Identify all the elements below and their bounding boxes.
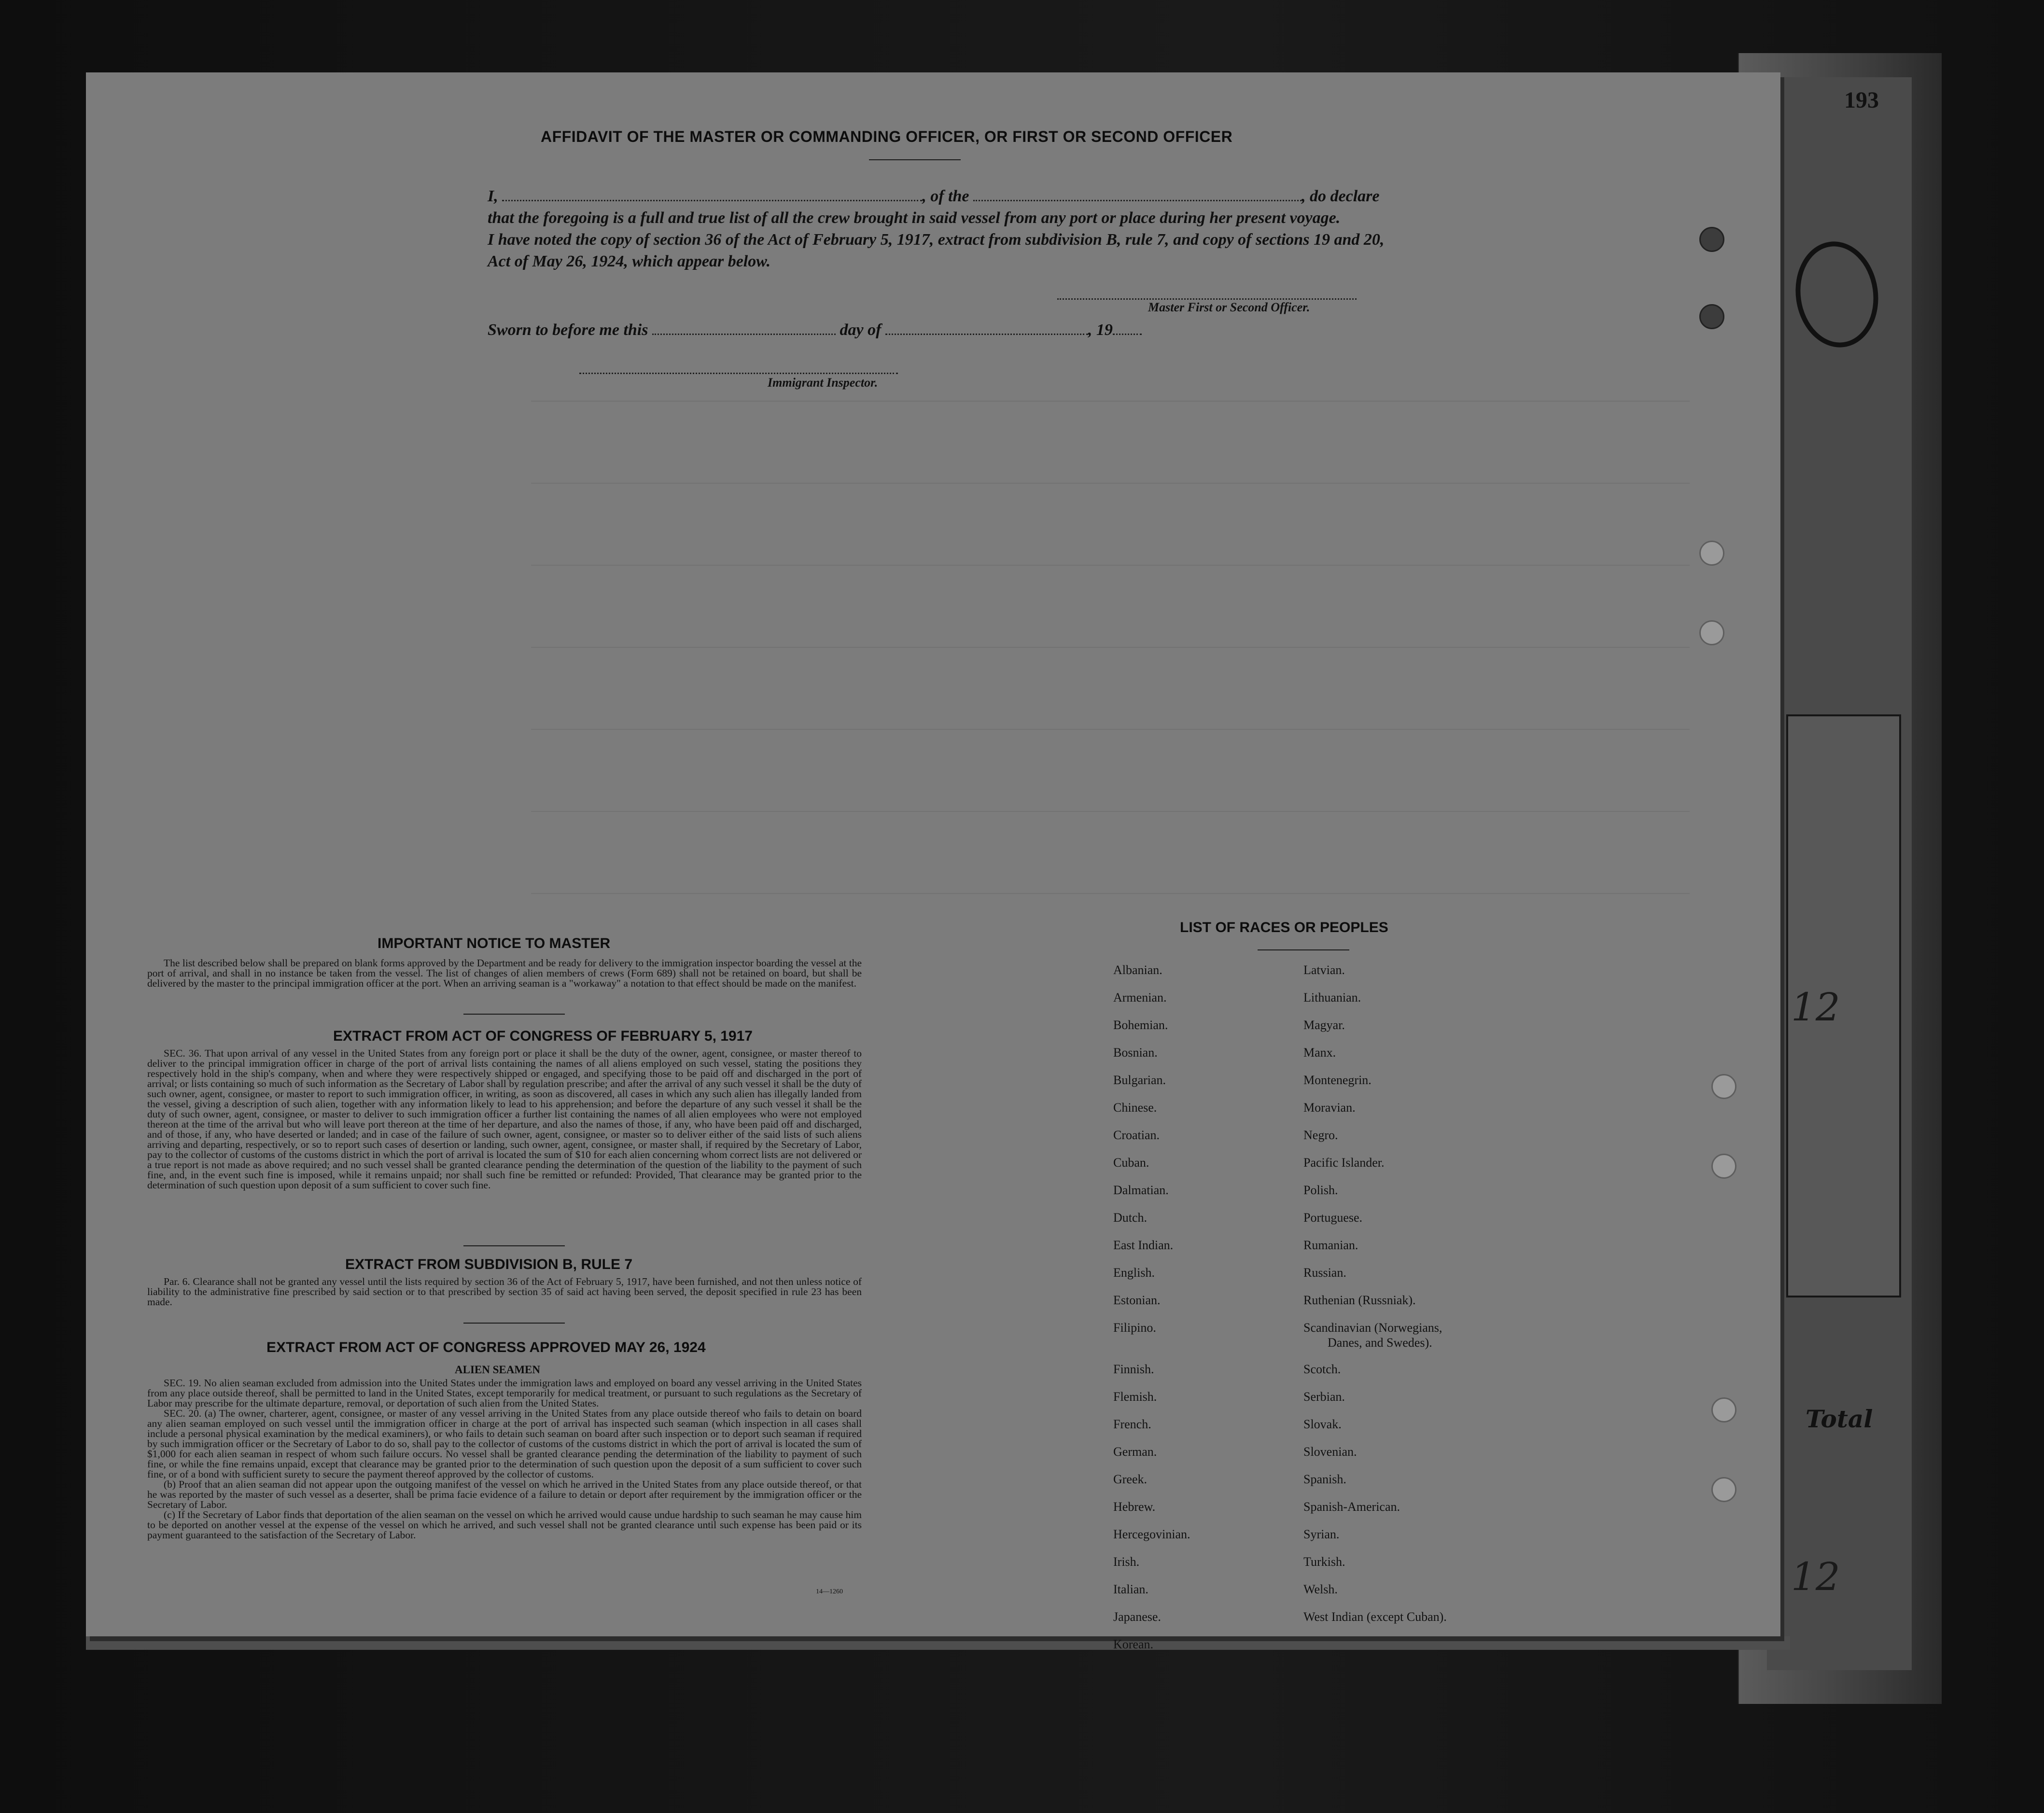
form-number: 14—1260 bbox=[816, 1588, 843, 1595]
divider-rule bbox=[463, 1245, 565, 1246]
vessel-blank bbox=[973, 200, 1302, 201]
notice-paragraph: The list described below shall be prepared on blank forms approved by the Department and be ready for delivery to the immigration inspector boarding the vessel at the port of arrival, and shall in no instance be taken from the vessel. The list of changes of alien members of crews (Form 689) shall not be retained on board, but shall be delivered by the master to the principal immigration officer at the port. When an arriving seaman is a "workaway" a notation to that effect should be made on the manifest. bbox=[147, 957, 862, 989]
race-item: French. bbox=[1113, 1417, 1151, 1431]
notice-body bbox=[147, 958, 862, 989]
race-item: English. bbox=[1113, 1266, 1155, 1280]
sworn-line bbox=[488, 321, 1142, 339]
race-item: Korean. bbox=[1113, 1637, 1154, 1651]
extract-1924-title: EXTRACT FROM ACT OF CONGRESS APPROVED MAY 26, 1924 bbox=[266, 1339, 706, 1355]
race-item: Slovak. bbox=[1303, 1417, 1342, 1431]
race-item: Filipino. bbox=[1113, 1321, 1156, 1335]
race-item: Spanish. bbox=[1303, 1472, 1346, 1486]
race-item: Welsh. bbox=[1303, 1582, 1338, 1596]
race-item: German. bbox=[1113, 1445, 1157, 1459]
page-shadow-edge bbox=[86, 1636, 1790, 1650]
race-item: Magyar. bbox=[1303, 1018, 1345, 1032]
punch-hole bbox=[1699, 304, 1724, 329]
sworn-month-blank bbox=[885, 334, 1088, 335]
race-item: Bohemian. bbox=[1113, 1018, 1168, 1032]
race-item: Chinese. bbox=[1113, 1101, 1157, 1115]
page-number: 193 bbox=[1844, 87, 1879, 113]
extract-1924-body bbox=[147, 1378, 862, 1540]
bleed-through-line bbox=[531, 729, 1690, 730]
bleed-through-line bbox=[531, 565, 1690, 566]
race-item: Albanian. bbox=[1113, 963, 1162, 977]
race-item: Scandinavian (Norwegians, bbox=[1303, 1321, 1442, 1335]
affidavit-do-declare: , do declare bbox=[1302, 187, 1380, 205]
races-list-title: LIST OF RACES OR PEOPLES bbox=[1180, 920, 1388, 935]
race-item: Irish. bbox=[1113, 1555, 1140, 1569]
extract-rule7-body bbox=[147, 1277, 862, 1307]
race-item: Pacific Islander. bbox=[1303, 1156, 1385, 1170]
bleed-through-line bbox=[531, 811, 1690, 812]
race-item: Syrian. bbox=[1303, 1527, 1340, 1541]
affidavit-of-the: , of the bbox=[922, 187, 969, 205]
race-item: Flemish. bbox=[1113, 1390, 1157, 1404]
race-item: Moravian. bbox=[1303, 1101, 1356, 1115]
extract-1917-body bbox=[147, 1048, 862, 1190]
section-20c-text: (c) If the Secretary of Labor finds that deportation of the alien seaman on the vessel on which he arrived would cause undue hardship to such seaman he may cause him to be deported on another vessel at the expense of the vessel on which he arrived, and such vessel shall not be granted clearance until such expense has been paid or its payment guaranteed to the satisfaction of the Secretary of Labor. bbox=[147, 1509, 862, 1541]
handwritten-count-1: 12 bbox=[1791, 985, 1840, 1030]
race-item: Hebrew. bbox=[1113, 1500, 1156, 1514]
race-item: Lithuanian. bbox=[1303, 990, 1361, 1004]
notice-title: IMPORTANT NOTICE TO MASTER bbox=[378, 935, 611, 951]
affidavit-line-3: I have noted the copy of section 36 of the Act of February 5, 1917, extract from subdivision B, rule 7, and copy of sections 19 and 20, bbox=[488, 231, 1385, 249]
total-label: Total bbox=[1806, 1405, 1873, 1433]
extract-rule7-title: EXTRACT FROM SUBDIVISION B, RULE 7 bbox=[345, 1256, 633, 1272]
handwritten-count-2: 12 bbox=[1791, 1554, 1840, 1599]
race-item: Dutch. bbox=[1113, 1211, 1148, 1225]
section-19-text: SEC. 19. No alien seaman excluded from admission into the United States under the immigration laws and employed on board any vessel arriving in the United States from any place outside thereof, shall be permitted to land in the United States, except temporarily for medical treatment, or pursuant to such regulations as the Secretary of Labor may prescribe for the ultimate departure, removal, or deportation of such alien from the United States. bbox=[147, 1377, 862, 1409]
race-item: Turkish. bbox=[1303, 1555, 1345, 1569]
race-item: Croatian. bbox=[1113, 1128, 1160, 1142]
divider-rule bbox=[463, 1323, 565, 1324]
race-item: Finnish. bbox=[1113, 1362, 1154, 1376]
race-item: West Indian (except Cuban). bbox=[1303, 1610, 1447, 1624]
race-item: Greek. bbox=[1113, 1472, 1148, 1486]
section-36-text: SEC. 36. That upon arrival of any vessel in the United States from any foreign port or place it shall be the duty of the owner, agent, consignee, or master thereof to deliver to the principal immigration officer in charge of the port of arrival lists containing the names of all aliens employed on such vessel, stating the positions they respectively hold in the ship's company, when and where they were respectively shipped or engaged, and specifying those to be paid off and discharged in the port of arrival; or lists containing so much of such information as the Secretary of Labor shall by regulation prescribe; and after the arrival of any such vessel it shall be the duty of such owner, agent, consignee, or master to report to such immigration officer, in writing, as soon as discovered, all cases in which any such alien has illegally landed from the vessel, giving a description of such alien, together with any information likely to lead to his apprehension; and before the departure of any such vessel it shall be the duty of such owner, agent, consignee, or master to deliver to such immigration officer a further list containing the names of all alien employees who were not employed thereon at the time of the arrival but who will leave port thereon at the time of her departure, and also the names of those, if any, who have been paid off and discharged, and of those, if any, who have deserted or landed; and in case of the failure of such owner, agent, consignee, or master so to deliver either of the said lists of such aliens arriving and departing, respectively, or so to report such cases of desertion or landing, such owner, agent, consignee, or master shall, if required by the Secretary of Labor, pay to the collector of customs of the customs district in which the port of arrival is located the sum of $10 for each alien concerning whom correct lists are not delivered or a true report is not made as above required; and no such vessel shall be granted clearance pending the determination of the question of the liability to the payment of such fine, and, in the event such fine is imposed, while it remains unpaid; nor shall such fine be remitted or refunded: Provided, That clearance may be granted prior to the determination of such question upon deposit of a sum sufficient to cover such fine. bbox=[147, 1047, 862, 1191]
year-blank bbox=[1113, 334, 1142, 335]
race-item: Negro. bbox=[1303, 1128, 1338, 1142]
divider-rule bbox=[463, 1014, 565, 1015]
punch-hole bbox=[1711, 1154, 1736, 1179]
race-item: Russian. bbox=[1303, 1266, 1346, 1280]
year-prefix: , 19 bbox=[1088, 321, 1113, 339]
race-item: Slovenian. bbox=[1303, 1445, 1357, 1459]
sworn-text: Sworn to before me this bbox=[488, 321, 648, 339]
punch-hole bbox=[1711, 1397, 1736, 1423]
punch-hole bbox=[1711, 1477, 1736, 1502]
extract-1917-title: EXTRACT FROM ACT OF CONGRESS OF FEBRUARY 5, 1917 bbox=[333, 1028, 753, 1044]
race-item: Danes, and Swedes). bbox=[1328, 1336, 1432, 1350]
race-item: Latvian. bbox=[1303, 963, 1345, 977]
bleed-through-line bbox=[531, 401, 1690, 402]
affidavit-title: AFFIDAVIT OF THE MASTER OR COMMANDING OFFICER, OR FIRST OR SECOND OFFICER bbox=[541, 128, 1233, 145]
punch-hole bbox=[1711, 1074, 1736, 1099]
race-item: Spanish-American. bbox=[1303, 1500, 1400, 1514]
punch-hole bbox=[1699, 620, 1724, 645]
divider-rule bbox=[869, 159, 961, 160]
race-item: Bosnian. bbox=[1113, 1046, 1158, 1060]
race-item: Manx. bbox=[1303, 1046, 1336, 1060]
divider-rule bbox=[1258, 949, 1349, 950]
sworn-day-blank bbox=[652, 334, 836, 335]
affidavit-declaration-line bbox=[488, 187, 1379, 206]
bleed-through-line bbox=[531, 483, 1690, 484]
section-20a-text: SEC. 20. (a) The owner, charterer, agent, consignee, or master of any vessel arriving in the United States from any place outside thereof who fails to detain on board any alien seaman employed on such vessel until the immigration officer in charge at the port of arrival has inspected such seaman (which inspection in all cases shall include a personal physical examination by the medical examiners), or who fails to detain such seaman on board after such inspection or to deport such seaman if required by such immigration officer or the Secretary of Labor to do so, shall pay to the collector of customs of the customs district in which the port of arrival is located the sum of $1,000 for each alien seaman in respect of whom such failure occurs. No vessel shall be granted clearance pending the determination of the liability to payment of such fine, or while the fine remains unpaid, except that clearance may be granted prior to the determination of such question upon the deposit of a sum sufficient to cover such fine, or of a bond with sufficient surety to secure the payment thereof approved by the collector of customs. bbox=[147, 1408, 862, 1480]
race-item: East Indian. bbox=[1113, 1238, 1174, 1252]
race-item: Italian. bbox=[1113, 1582, 1148, 1596]
race-item: Hercegovinian. bbox=[1113, 1527, 1190, 1541]
race-item: Armenian. bbox=[1113, 990, 1167, 1004]
race-item: Polish. bbox=[1303, 1183, 1338, 1197]
affidavit-line-2: that the foregoing is a full and true list of all the crew brought in said vessel from any port or place during her present voyage. bbox=[488, 209, 1341, 227]
day-of-text: day of bbox=[840, 321, 882, 339]
race-item: Serbian. bbox=[1303, 1390, 1345, 1404]
race-item: Montenegrin. bbox=[1303, 1073, 1372, 1087]
race-item: Japanese. bbox=[1113, 1610, 1161, 1624]
bleed-through-line bbox=[531, 647, 1690, 648]
race-item: Estonian. bbox=[1113, 1293, 1161, 1307]
name-blank bbox=[502, 200, 922, 201]
punch-hole bbox=[1699, 227, 1724, 252]
race-item: Dalmatian. bbox=[1113, 1183, 1169, 1197]
rule7-paragraph: Par. 6. Clearance shall not be granted any vessel until the lists required by section 36 of the Act of February 5, 1917, have been furnished, and not then unless notice of liability to the administrative fine prescribed by said section or to that prescribed by section 35 of said act having been served, the deposit specified in rule 23 has been made. bbox=[147, 1276, 862, 1308]
inspector-caption: Immigrant Inspector. bbox=[768, 376, 878, 390]
bleed-through-line bbox=[531, 893, 1690, 894]
master-caption: Master First or Second Officer. bbox=[1148, 300, 1310, 314]
affidavit-line-4: Act of May 26, 1924, which appear below. bbox=[488, 252, 771, 270]
alien-seamen-subtitle: ALIEN SEAMEN bbox=[455, 1364, 541, 1376]
race-item: Rumanian. bbox=[1303, 1238, 1358, 1252]
punch-hole bbox=[1699, 541, 1724, 566]
inspector-signature-line bbox=[579, 373, 898, 375]
race-item: Scotch. bbox=[1303, 1362, 1341, 1376]
race-item: Ruthenian (Russniak). bbox=[1303, 1293, 1416, 1307]
race-item: Portuguese. bbox=[1303, 1211, 1363, 1225]
affidavit-i: I, bbox=[488, 187, 498, 205]
race-item: Cuban. bbox=[1113, 1156, 1149, 1170]
race-item: Bulgarian. bbox=[1113, 1073, 1166, 1087]
section-20b-text: (b) Proof that an alien seaman did not appear upon the outgoing manifest of the vessel on which he arrived in the United States from any place outside thereof, or that he was reported by the master of such vessel as a deserter, shall be prima facie evidence of a failure to detain or deport after requirement by the immigration officer or the Secretary of Labor. bbox=[147, 1478, 862, 1510]
